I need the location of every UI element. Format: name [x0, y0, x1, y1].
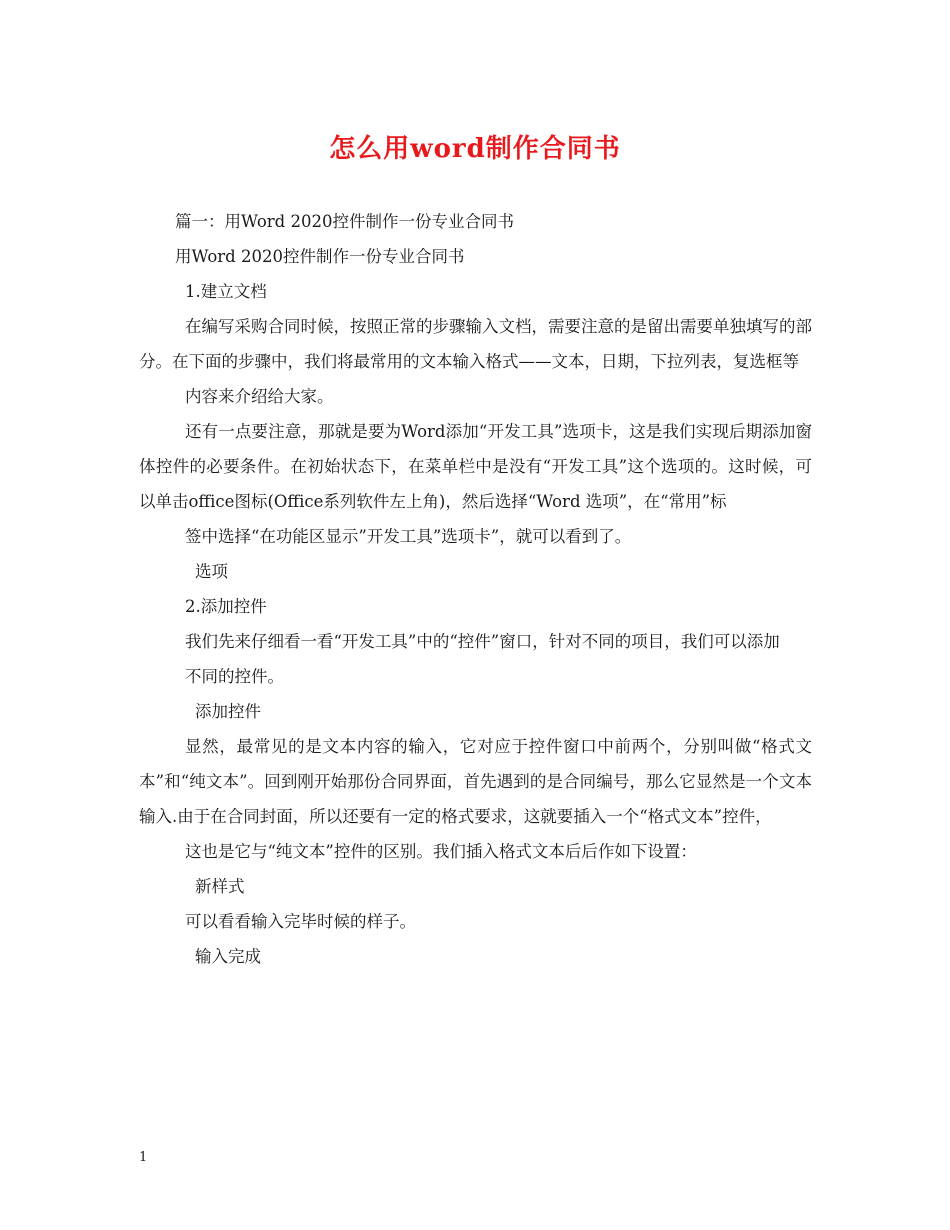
document-body: [139, 204, 812, 974]
image-caption: 新样式: [195, 877, 245, 896]
image-caption: 添加控件: [195, 702, 261, 721]
paragraph-body: 签中选择“在功能区显示”开发工具”选项卡”，就可以看到了。: [185, 527, 632, 546]
document-title: 怎么用word制作合同书: [329, 134, 621, 164]
image-caption: 输入完成: [195, 947, 261, 966]
paragraph-body: 显然，最常见的是文本内容的输入，它对应于控件窗口中前两个，分别叫做“格式文本”和“纯文本”。回到刚开始那份合同界面，首先遇到的是合同编号，那么它显然是一个文本输入.由于在合同封面，所以还要有一定的格式要求，这就要插入一个“格式文本”控件，: [139, 737, 812, 826]
paragraph-body: 内容来介绍给大家。: [185, 387, 334, 406]
paragraph-step-2-heading: 2.添加控件: [185, 597, 267, 616]
page-number: 1: [139, 1150, 148, 1165]
image-caption: 选项: [195, 562, 228, 581]
paragraph-subtitle: 用Word 2020控件制作一份专业合同书: [175, 247, 465, 266]
paragraph-body: 这也是它与“纯文本”控件的区别。我们插入格式文本后后作如下设置：: [185, 842, 697, 861]
paragraph-body: 还有一点要注意，那就是要为Word添加“开发工具”选项卡，这是我们实现后期添加窗体控件的必要条件。在初始状态下，在菜单栏中是没有“开发工具”这个选项的。这时候，可以单击office图标(Office系列软件左上角)，然后选择“Word 选项”，在“常用”标: [139, 422, 812, 511]
paragraph-body: 不同的控件。: [185, 667, 284, 686]
paragraph-body: 我们先来仔细看一看“开发工具”中的“控件”窗口，针对不同的项目，我们可以添加: [185, 632, 780, 651]
paragraph-step-1-heading: 1.建立文档: [185, 282, 267, 301]
paragraph-body: 在编写采购合同时候，按照正常的步骤输入文档，需要注意的是留出需要单独填写的部分。在下面的步骤中，我们将最常用的文本输入格式——文本，日期，下拉列表，复选框等: [139, 317, 812, 371]
paragraph-body: 可以看看输入完毕时候的样子。: [185, 912, 416, 931]
paragraph-section-heading: 篇一：用Word 2020控件制作一份专业合同书: [175, 212, 514, 231]
